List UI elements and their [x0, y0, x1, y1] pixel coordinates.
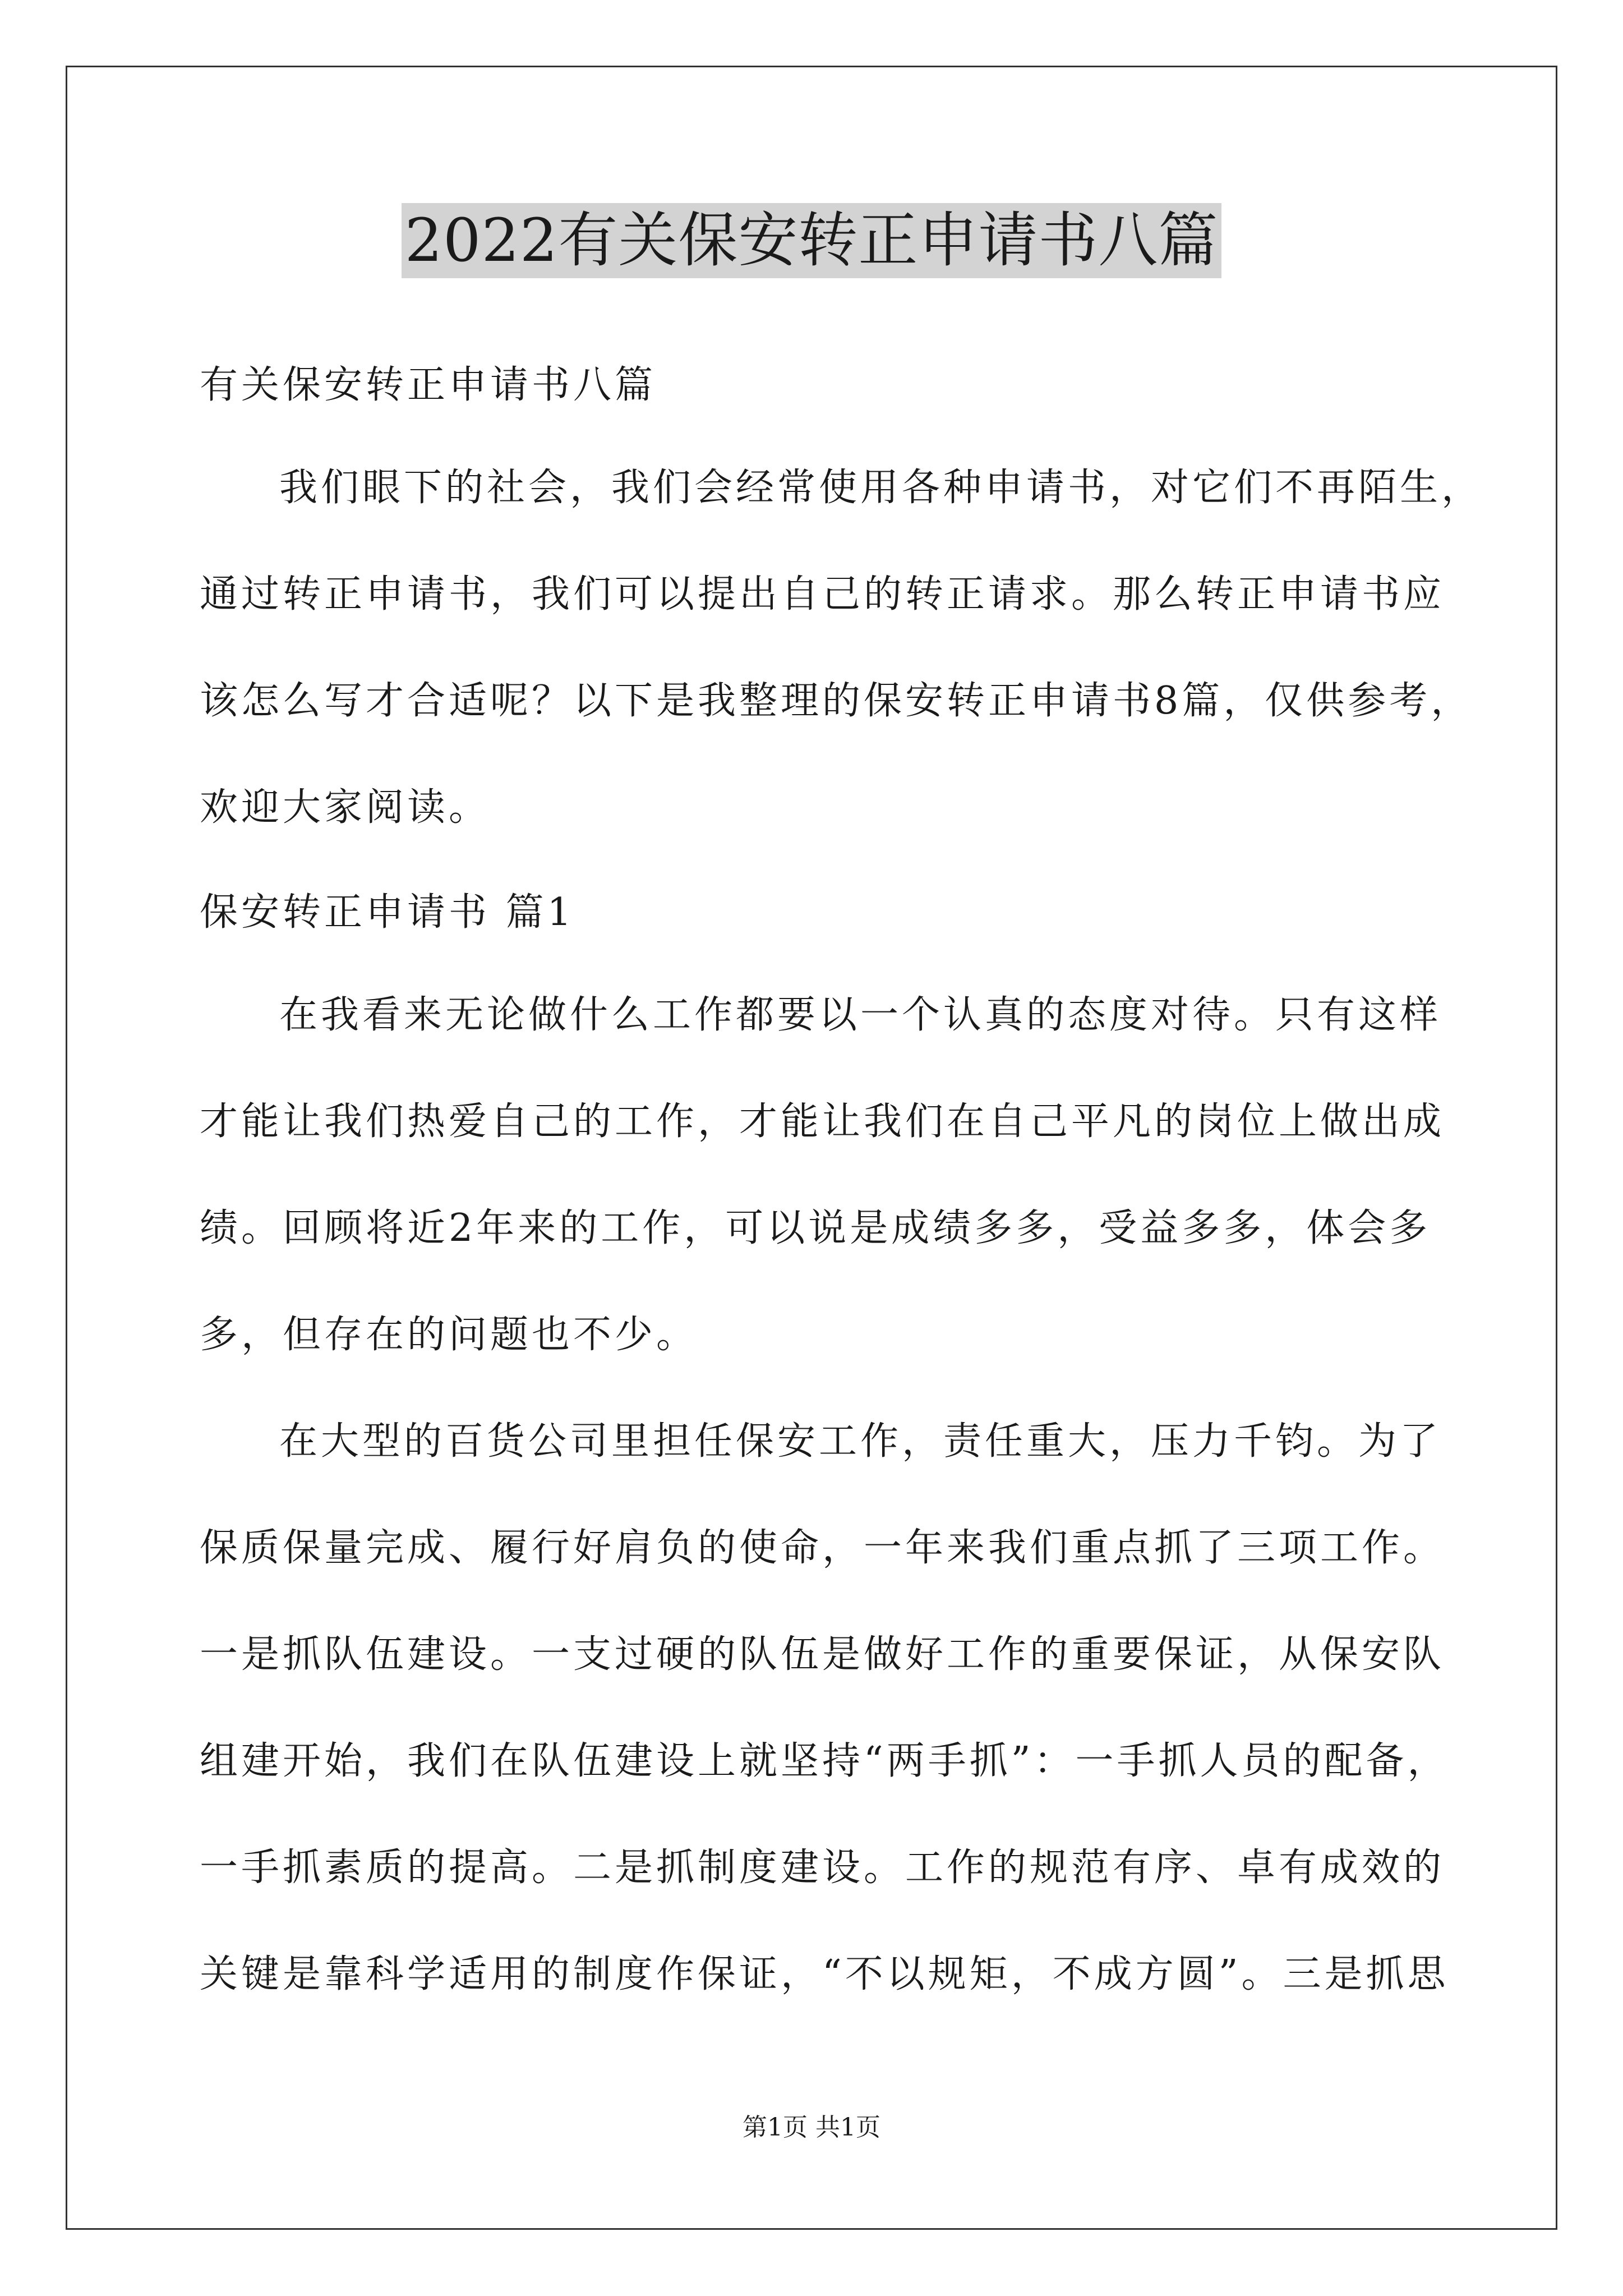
paragraph-line: 组建开始，我们在队伍建设上就坚持“两手抓”：一手抓人员的配备，: [200, 1739, 1449, 1783]
section-heading: 保安转正申请书 篇1: [200, 890, 575, 935]
document-title: 2022有关保安转正申请书八篇: [402, 203, 1222, 278]
paragraph-line: 在大型的百货公司里担任保安工作，责任重大，压力千钧。为了: [279, 1419, 1442, 1464]
paragraph-line: 通过转正申请书，我们可以提出自己的转正请求。那么转正申请书应: [200, 572, 1445, 616]
paragraph-line: 关键是靠科学适用的制度作保证，“不以规矩，不成方圆”。三是抓思: [200, 1952, 1449, 1996]
paragraph-line: 欢迎大家阅读。: [200, 785, 491, 830]
paragraph-line: 才能让我们热爱自己的工作，才能让我们在自己平凡的岗位上做出成: [200, 1099, 1445, 1144]
paragraph-line: 该怎么写才合适呢？以下是我整理的保安转正申请书8篇，仅供参考，: [200, 679, 1473, 723]
paragraph-line: 绩。回顾将近2年来的工作，可以说是成绩多多，受益多多，体会多: [200, 1206, 1431, 1250]
title-container: [0, 203, 1623, 278]
paragraph-line: 一手抓素质的提高。二是抓制度建设。工作的规范有序、卓有成效的: [200, 1846, 1445, 1890]
subtitle-line: 有关保安转正申请书八篇: [200, 363, 657, 407]
paragraph-line: 在我看来无论做什么工作都要以一个认真的态度对待。只有这样: [279, 993, 1442, 1037]
page-footer: 第1页 共1页: [743, 2113, 880, 2142]
paragraph-line: 我们眼下的社会，我们会经常使用各种申请书，对它们不再陌生，: [279, 466, 1483, 510]
paragraph-line: 保质保量完成、履行好肩负的使命，一年来我们重点抓了三项工作。: [200, 1526, 1445, 1570]
paragraph-line: 多，但存在的问题也不少。: [200, 1313, 698, 1357]
paragraph-line: 一是抓队伍建设。一支过硬的队伍是做好工作的重要保证，从保安队: [200, 1632, 1445, 1677]
